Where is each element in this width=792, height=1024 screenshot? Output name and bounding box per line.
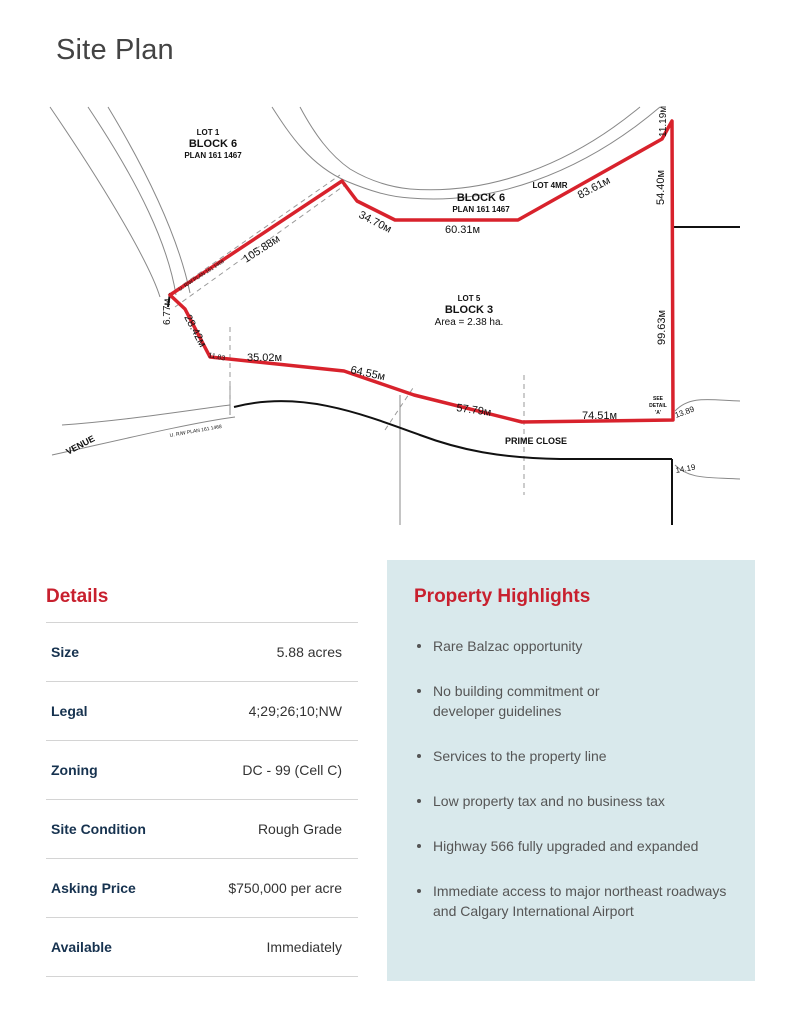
detail-value: DC - 99 (Cell C) (242, 762, 342, 778)
highlight-item (414, 746, 733, 766)
detail-label: Available (51, 939, 112, 955)
lot1-block-label: BLOCK 6 (188, 138, 238, 150)
dim-60-31: 60.31м (445, 224, 481, 236)
bullet-icon (417, 689, 421, 693)
detail-label: Size (51, 644, 80, 660)
dim-11-19: 11.19м (658, 105, 669, 137)
detail-row-zoning (46, 741, 358, 800)
lot1-label: LOT 1 (196, 128, 220, 137)
detail-row-size (46, 623, 358, 682)
upper-road-edge-2 (300, 107, 410, 189)
dim-28-42: 28.42м (181, 312, 209, 350)
highlight-item (414, 681, 733, 721)
bullet-icon (417, 754, 421, 758)
map-labels (64, 106, 696, 475)
bullet-icon (417, 844, 421, 848)
bullet-icon (417, 889, 421, 893)
dashed-easements (168, 175, 524, 495)
upper-road-edge-1 (272, 107, 410, 198)
dim-13-89: 13.89 (673, 404, 696, 420)
detail-row-asking-price (46, 859, 358, 918)
dim-99-63: 99.63м (656, 309, 668, 345)
block6-label: BLOCK 6 (456, 192, 506, 204)
see-detail-3: 'A' (655, 410, 661, 416)
detail-value: Immediately (266, 939, 342, 955)
dim-34-70: 34.70м (356, 208, 394, 236)
highlight-text: Low property tax and no business tax (433, 793, 665, 809)
highlight-item (414, 791, 733, 811)
urw-lower-label: U. R/W PLAN 161 1468 (169, 423, 223, 439)
detail-value: 4;29;26;10;NW (248, 703, 342, 719)
dim-6-77: 6.77м (162, 298, 173, 325)
bullet-icon (417, 799, 421, 803)
left-road-edge-3 (108, 107, 190, 293)
property-highlights-panel (387, 560, 755, 981)
detail-label: Zoning (51, 762, 98, 778)
road-edges (50, 107, 740, 525)
dim-54-40: 54.40м (655, 169, 667, 205)
lot5-block-label: BLOCK 3 (444, 304, 494, 316)
road-boundary-lines (168, 227, 740, 525)
lot5-label: LOT 5 (457, 294, 481, 303)
dim-64-55: 64.55м (349, 364, 387, 384)
dim-11-83: 11.83 (207, 352, 226, 363)
highlight-item (414, 836, 733, 856)
highlights-list (414, 636, 729, 921)
lot5-area-label: Area = 2.38 ha. (434, 317, 504, 328)
detail-row-site-condition (46, 800, 358, 859)
dim-83-61: 83.61м (575, 174, 613, 202)
property-boundary (170, 121, 673, 422)
detail-label: Asking Price (51, 880, 136, 896)
highlight-text: Services to the property line (433, 748, 607, 764)
dim-14-19: 14.19 (674, 462, 697, 475)
site-plan-drawing (40, 95, 752, 535)
page-title: Site Plan (56, 34, 174, 66)
highlight-text-line2: and Calgary International Airport (433, 903, 634, 919)
dim-105-88: 105.88м (241, 233, 283, 266)
highlight-item (414, 881, 733, 921)
lot1-plan-label: PLAN 161 1467 (184, 151, 242, 160)
bullet-icon (417, 644, 421, 648)
detail-value: 5.88 acres (276, 644, 342, 660)
detail-row-available (46, 918, 358, 977)
left-road-edge-2 (88, 107, 176, 295)
lot4mr-label: LOT 4MR (532, 181, 568, 190)
detail-value: $750,000 per acre (228, 880, 342, 896)
highlight-text-line2: developer guidelines (433, 703, 562, 719)
highlight-text: Immediate access to major northeast roadways (433, 883, 727, 899)
site-plan-map (40, 95, 752, 535)
highlight-text: Highway 566 fully upgraded and expanded (433, 838, 699, 854)
detail-label: Site Condition (51, 821, 146, 837)
highlight-item (414, 636, 733, 656)
avenue-label: VENUE (64, 433, 97, 457)
see-detail-1: SEE (652, 396, 664, 402)
detail-value: Rough Grade (257, 821, 342, 837)
dim-74-51: 74.51м (582, 410, 618, 422)
road-name-label: PRIME CLOSE (504, 436, 568, 446)
block6-plan-label: PLAN 161 1467 (452, 205, 510, 214)
dim-35-02: 35.02м (247, 352, 283, 364)
urw-upper-label: U. R/W PLAN 161 1468 (177, 258, 226, 293)
dim-57-79: 57.79м (455, 402, 493, 419)
details-table (46, 622, 358, 977)
detail-label: Legal (51, 703, 88, 719)
details-title: Details (46, 586, 109, 607)
see-detail-2: DETAIL (649, 403, 667, 409)
highlight-text: Rare Balzac opportunity (433, 638, 583, 654)
highlights-title: Property Highlights (414, 586, 591, 607)
details-section (46, 586, 358, 977)
detail-row-legal (46, 682, 358, 741)
highlight-text: No building commitment or (433, 683, 600, 699)
